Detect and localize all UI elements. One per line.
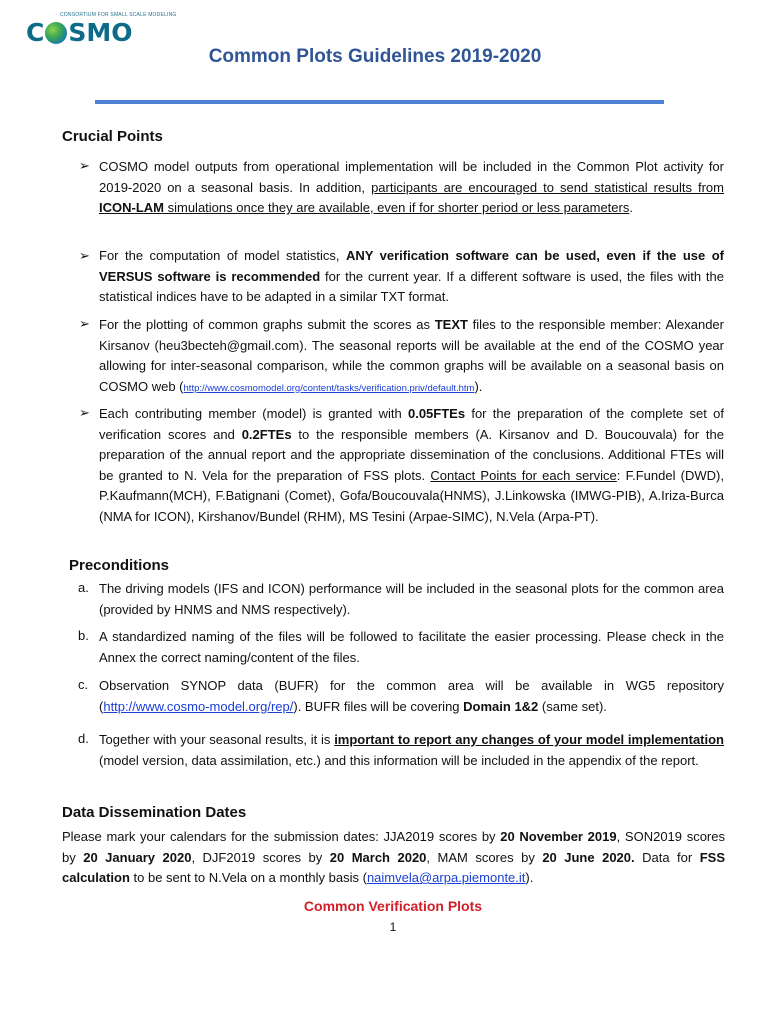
page-number: 1	[389, 920, 397, 934]
precondition-a: The driving models (IFS and ICON) performance will be included in the seasonal plots for the common area (provided by HNMS and NMS respectively).	[99, 581, 724, 617]
logo-tagline: CONSORTIUM FOR SMALL SCALE MODELING	[60, 12, 177, 18]
list-marker: d.	[78, 731, 89, 746]
dissemination-heading: Data Dissemination Dates	[62, 804, 247, 821]
preconditions-heading: Preconditions	[69, 557, 170, 574]
crucial-point-1: COSMO model outputs from operational implementation will be included in the Common Plot activity for 2019-2020 on a seasonal basis. In addition, participants are encouraged to send statistical results from ICON-LAM simulations once they are available, even if for shorter period or less parameters.	[99, 159, 724, 215]
arrow-bullet-icon: ➢	[79, 158, 90, 173]
list-marker: a.	[78, 580, 89, 595]
crucial-point-4: Each contributing member (model) is granted with 0.05FTEs for the preparation of the complete set of verification scores and 0.2FTEs to the responsible members (A. Kirsanov and D. Boucouvala) for the preparation of the annual report and the appropriate dissemination of the conclusions. Additional FTEs will be granted to N. Vela for the preparation of FSS plots. Contact Points for each service: F.Fundel (DWD), P.Kaufmann(MCH), F.Batignani (Comet), Gofa/Boucouvala(HNMS), J.Linkowska (IMWG-PIB), A.Iriza-Burca (NMA for ICON), Kirshanov/Bundel (RHM), MS Tesini (Arpae-SIMC), N.Vela (Arpa-PT).	[99, 406, 725, 524]
arrow-bullet-icon: ➢	[79, 248, 90, 263]
crucial-points-heading: Crucial Points	[62, 128, 163, 145]
page-title: Common Plots Guidelines 2019-2020	[208, 46, 542, 67]
verification-page-link[interactable]: http://www.cosmomodel.org/content/tasks/verification.priv/default.htm	[183, 382, 475, 394]
crucial-point-3: For the plotting of common graphs submit the scores as TEXT files to the responsible member: Alexander Kirsanov (heu3becteh@gmail.com). The seasonal reports will be available at the end of the COSMO year allowing for inter-seasonal comparison, while the common graphs will be available on a seasonal basis on COSMO web (http://www.cosmomodel.org/content/tasks/verification.priv/default.htm).	[99, 317, 724, 394]
list-marker: b.	[78, 628, 89, 643]
logo-letter-c: C	[26, 18, 45, 47]
title-divider	[95, 100, 664, 104]
precondition-b: A standardized naming of the files will be followed to facilitate the easier processing. Please check in the Annex the correct naming/content of the files.	[99, 629, 724, 665]
precondition-d: Together with your seasonal results, it is important to report any changes of your model implementation (model version, data assimilation, etc.) and this information will be included in the appendix of the report.	[99, 732, 725, 768]
wg5-repository-link[interactable]: http://www.cosmo-model.org/rep/	[103, 698, 294, 714]
precondition-c: Observation SYNOP data (BUFR) for the common area will be available in WG5 repository (http://www.cosmo-model.org/rep/). BUFR files will be covering Domain 1&2 (same set).	[99, 678, 724, 714]
globe-icon	[45, 22, 67, 44]
list-marker: c.	[78, 677, 89, 692]
logo-letters-smo: SMO	[68, 18, 133, 47]
crucial-point-2: For the computation of model statistics, ANY verification software can be used, even if the use of VERSUS software is recommended for the current year. If a different software is used, the files with the statistical indices have to be adapted in a similar TXT format.	[99, 248, 724, 304]
email-link[interactable]: naimvela@arpa.piemonte.it	[366, 870, 526, 885]
dissemination-paragraph: Please mark your calendars for the submission dates: JJA2019 scores by 20 November 2019, SON2019 scores by 20 January 2020, DJF2019 scores by 20 March 2020, MAM scores by 20 June 2020. Data for FSS calculation to be sent to N.Vela on a monthly basis (naimvela@arpa.piemonte.it).	[62, 829, 726, 885]
arrow-bullet-icon: ➢	[79, 405, 90, 420]
common-verification-plots-heading: Common Verification Plots	[303, 898, 483, 914]
arrow-bullet-icon: ➢	[79, 316, 90, 331]
cosmo-logo	[26, 12, 177, 48]
logo-wordmark	[26, 18, 133, 47]
